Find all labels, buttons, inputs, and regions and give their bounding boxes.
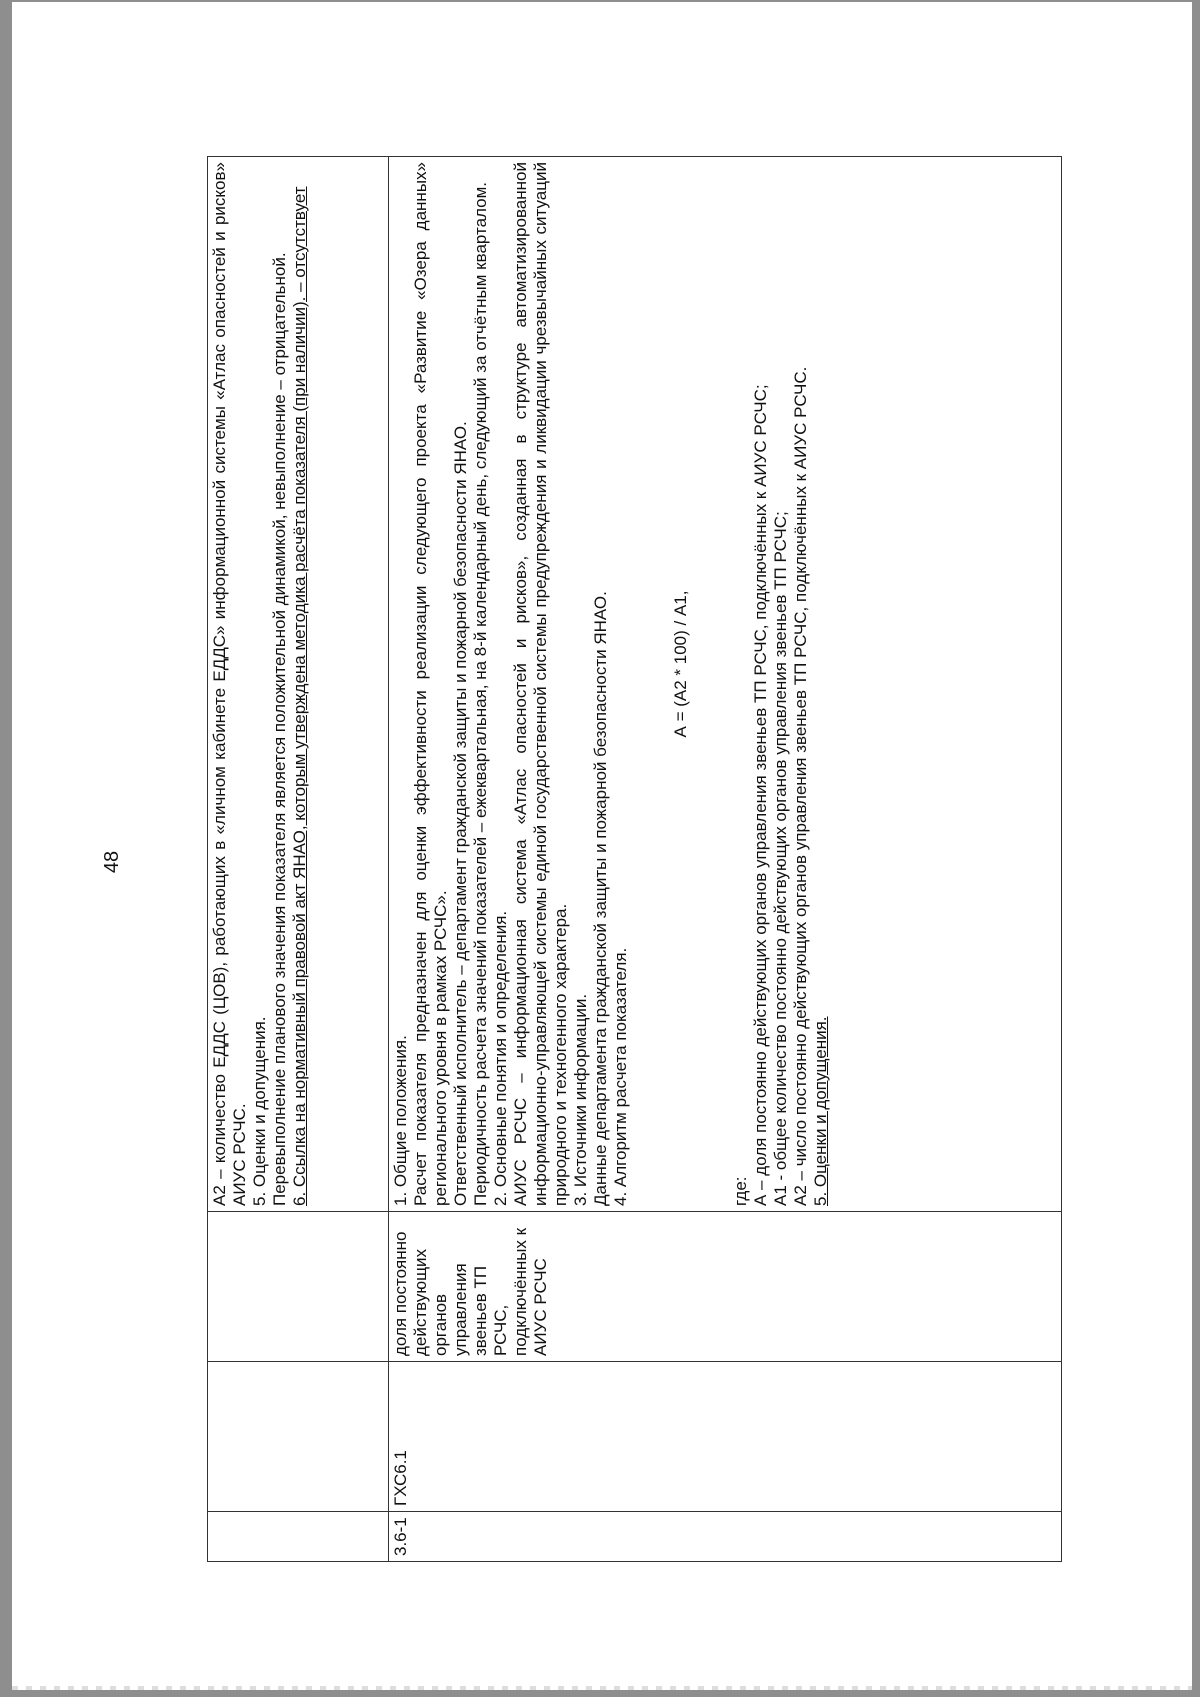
formula: А = (А2 * 100) / А1,	[671, 590, 690, 738]
text-line: 1. Общие положения.	[391, 1035, 410, 1206]
cell-code	[208, 1362, 389, 1512]
text-line: АИУС РСЧС – информационная система «Атлас опасностей и рисков», созданная в структуре автоматизированной информационно-управляющей системы единой государственной системы предупреждения и ликвидации чрезвычайных ситуаций природного и техногенного характера.	[511, 162, 570, 1206]
text-line: Расчет показателя предназначен для оценки эффективности реализации следующего проекта «Развитие «Озера данных» регионального уровня в рамках РСЧС».	[411, 162, 450, 1206]
text-line: Данные департамента гражданской защиты и пожарной безопасности ЯНАО.	[591, 591, 610, 1206]
cell-name: доля постоянно действующих органов управления звеньев ТП РСЧС, подключённых к АИУС РСЧС	[389, 1212, 1062, 1362]
text-line: Ответственный исполнитель – департамент гражданской защиты и пожарной безопасности ЯНАО.	[451, 421, 470, 1206]
cell-number	[208, 1512, 389, 1562]
text-line: 5. Оценки и допущения.	[811, 1016, 830, 1206]
text-line: Перевыполнение планового значения показателя является положительной динамикой, невыполнение – отрицательной.	[270, 252, 289, 1206]
text-line: Периодичность расчета значений показателей – ежеквартальная, на 8-й календарный день, следующий за отчётным кварталом.	[471, 181, 490, 1206]
text-line: А1 - общее количество постоянно действующих органов управления звеньев ТП РСЧС;	[771, 511, 790, 1206]
cell-number: 3.6-1	[389, 1512, 1062, 1562]
cell-methodology	[208, 157, 389, 1212]
text-line: 4. Алгоритм расчета показателя.	[611, 947, 630, 1206]
text-line: 2. Основные понятия и определения.	[491, 910, 510, 1206]
text-line: А2 – число постоянно действующих органов управления звеньев ТП РСЧС, подключённых к АИУС РСЧС.	[791, 366, 810, 1206]
page-number: 48	[101, 850, 123, 874]
text-line: А – доля постоянно действующих органов управления звеньев ТП РСЧС, подключённых к АИУС РСЧС;	[751, 384, 770, 1206]
cell-methodology	[389, 157, 1062, 1212]
table-row-indicator	[389, 157, 1062, 1562]
scan-artifact	[12, 1686, 1192, 1690]
text-line: 5. Оценки и допущения.	[250, 1016, 269, 1206]
document-page	[12, 2, 1192, 1690]
cell-code: ГХС6.1	[389, 1362, 1062, 1512]
indicator-table	[207, 156, 1062, 1562]
text-line: 6. Ссылка на нормативный правовой акт ЯНАО, которым утверждена методика расчёта показателя (при наличии). – отсутствует	[290, 186, 309, 1206]
cell-name	[208, 1212, 389, 1362]
table-row-continued	[208, 157, 389, 1562]
text-line: 3. Источники информации.	[571, 993, 590, 1206]
rotated-table-wrapper	[207, 157, 1062, 1562]
text-line: где:	[731, 1176, 750, 1206]
text-line: А2 – количество ЕДДС (ЦОВ), работающих в «личном кабинете ЕДДС» информационной системы «Атлас опасностей и рисков» АИУС РСЧС.	[210, 162, 249, 1206]
